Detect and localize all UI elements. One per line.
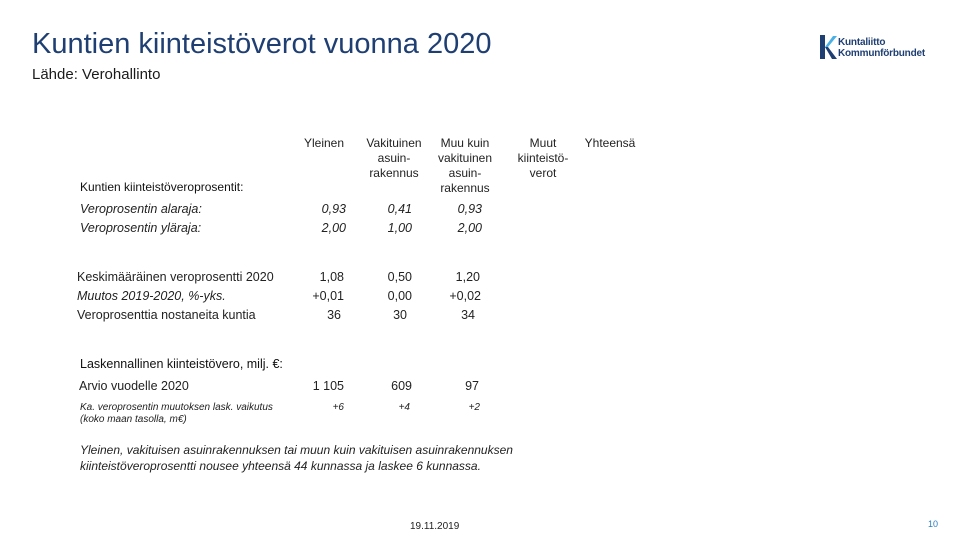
row-label-nostaneita: Veroprosenttia nostaneita kuntia	[77, 308, 256, 322]
logo-line-2: Kommunförbundet	[838, 48, 925, 59]
page-number: 10	[928, 519, 939, 529]
col-header-yhteensa: Yhteensä	[584, 136, 636, 150]
cell-arvio-yleinen: 1 105	[312, 379, 344, 393]
col-header-line: Vakituinen	[366, 136, 422, 150]
cell-vaikutus-muu-kuin: +2	[468, 402, 480, 413]
cell-muutos-vakituinen: 0,00	[387, 289, 412, 303]
col-header-line: rakennus	[369, 166, 419, 180]
row-label-arvio: Arvio vuodelle 2020	[79, 379, 189, 393]
col-header-vakituinen	[358, 136, 430, 181]
footnote: Yleinen, vakituisen asuinrakennuksen tai muun kuin vakituisen asuinrakennuksen kiinteistöveroprosentti nousee yhteensä 44 kunnassa ja laskee 6 kunnassa.	[80, 443, 513, 473]
cell-keskimaarainen-vakituinen: 0,50	[387, 270, 412, 284]
col-header-line: vakituinen	[437, 151, 493, 165]
col-header-yleinen: Yleinen	[303, 136, 345, 150]
col-header-line: asuin-	[377, 151, 411, 165]
row-label-vaikutus-line-2: (koko maan tasolla, m€)	[80, 414, 187, 425]
col-header-muu-kuin	[428, 136, 502, 196]
kuntaliitto-logo-icon	[818, 33, 838, 61]
cell-alaraja-yleinen: 0,93	[321, 202, 346, 216]
row-label-vaikutus-line-1: Ka. veroprosentin muutoksen lask. vaikutus	[80, 402, 273, 413]
row-label-ylaraja: Veroprosentin yläraja:	[80, 221, 202, 235]
col-header-line: kiinteistö-	[517, 151, 569, 165]
cell-keskimaarainen-muu-kuin: 1,20	[455, 270, 480, 284]
section-rates-heading: Kuntien kiinteistöveroprosentit:	[80, 180, 244, 194]
cell-nostaneita-yleinen: 36	[327, 308, 341, 322]
cell-nostaneita-vakituinen: 30	[393, 308, 407, 322]
col-header-muut	[508, 136, 578, 181]
page-subtitle: Lähde: Verohallinto	[32, 66, 161, 83]
row-label-muutos: Muutos 2019-2020, %-yks.	[77, 289, 226, 303]
cell-alaraja-muu-kuin: 0,93	[457, 202, 482, 216]
footer-date: 19.11.2019	[410, 521, 460, 532]
section-calc-heading: Laskennallinen kiinteistövero, milj. €:	[80, 357, 283, 371]
col-header-line: verot	[529, 166, 557, 180]
col-header-line: rakennus	[440, 181, 490, 195]
cell-ylaraja-muu-kuin: 2,00	[457, 221, 482, 235]
row-label-alaraja: Veroprosentin alaraja:	[80, 202, 202, 216]
col-header-line: Muut	[529, 136, 557, 150]
cell-keskimaarainen-yleinen: 1,08	[319, 270, 344, 284]
cell-ylaraja-vakituinen: 1,00	[387, 221, 412, 235]
logo-text	[838, 37, 925, 59]
col-header-line: asuin-	[448, 166, 482, 180]
logo-line-1: Kuntaliitto	[838, 37, 886, 48]
cell-muutos-yleinen: +0,01	[312, 289, 344, 303]
page-title: Kuntien kiinteistöverot vuonna 2020	[32, 28, 492, 60]
kuntaliitto-logo	[818, 33, 933, 63]
row-label-keskimaarainen: Keskimääräinen veroprosentti 2020	[77, 270, 274, 284]
cell-alaraja-vakituinen: 0,41	[387, 202, 412, 216]
cell-vaikutus-yleinen: +6	[332, 402, 344, 413]
col-header-line: Muu kuin	[440, 136, 490, 150]
row-label-vaikutus	[80, 402, 273, 426]
cell-nostaneita-muu-kuin: 34	[461, 308, 475, 322]
cell-arvio-muu-kuin: 97	[465, 379, 479, 393]
cell-muutos-muu-kuin: +0,02	[449, 289, 481, 303]
cell-ylaraja-yleinen: 2,00	[321, 221, 346, 235]
cell-vaikutus-vakituinen: +4	[398, 402, 410, 413]
cell-arvio-vakituinen: 609	[391, 379, 412, 393]
